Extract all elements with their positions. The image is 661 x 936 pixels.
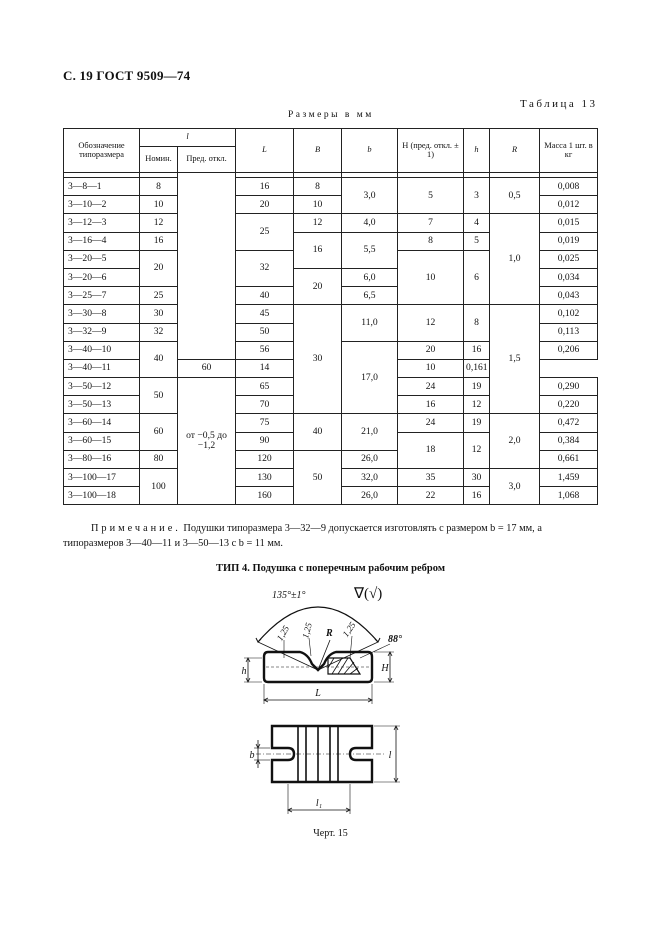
cell-mass: 0,019	[540, 232, 598, 250]
cell-L: 130	[236, 469, 294, 487]
header-b: b	[342, 129, 398, 173]
cell-nom: 30	[140, 305, 178, 323]
cell-L: 75	[236, 414, 294, 432]
cell-mass: 0,008	[540, 178, 598, 196]
header-designation: Обозначение типоразмера	[64, 129, 140, 173]
header-nom: Номин.	[140, 147, 178, 173]
cell-nom: 32	[140, 323, 178, 341]
cell-H: 12	[398, 305, 464, 341]
cell-b: 5,5	[342, 232, 398, 268]
cell-tol: от −0,5 до −1,2	[178, 378, 236, 505]
cell-nom: 10	[140, 196, 178, 214]
cell-h: 19	[464, 378, 490, 396]
note-text: Подушки типоразмера 3—32—9 допускается изготовлять с размером b = 17 мм, а типоразмеров 3—40—11 и 3—50—13 с b = 11 мм.	[63, 523, 542, 549]
cell-H: 8	[398, 232, 464, 250]
table-row: 3—8—1	[64, 178, 140, 196]
cell-nom: 40	[140, 341, 178, 377]
cell-L: 56	[236, 341, 294, 359]
chamfer-label-2: 1,25	[300, 621, 314, 640]
cell-nom: 12	[140, 214, 178, 232]
table-row: 3—30—8	[64, 305, 140, 323]
dimensions-table	[63, 128, 598, 505]
cell-nom: 25	[140, 287, 178, 305]
cell-mass: 1,459	[540, 469, 598, 487]
cell-H: 20	[398, 341, 464, 359]
cell-h: 5	[464, 232, 490, 250]
cell-h: 19	[464, 414, 490, 432]
table-subtitle: Размеры в мм	[288, 110, 374, 120]
table-row: 3—12—3	[64, 214, 140, 232]
table-row: 3—100—17	[64, 469, 140, 487]
cell-mass: 0,015	[540, 214, 598, 232]
cell-nom: 50	[140, 378, 178, 414]
cell-b: 26,0	[342, 450, 398, 468]
cell-mass: 0,043	[540, 287, 598, 305]
table-row: 3—40—10	[64, 341, 140, 359]
note-label: Примечание.	[91, 523, 181, 534]
header-H: H (пред. откл. ± 1)	[398, 129, 464, 173]
cell-h: 16	[464, 487, 490, 505]
cell-h: 3	[464, 178, 490, 214]
table-row: 3—50—12	[64, 378, 140, 396]
header-L: L	[236, 129, 294, 173]
cell-b: 6,5	[342, 287, 398, 305]
angle-88-label: 88°	[388, 634, 402, 645]
cell-mass: 0,012	[540, 196, 598, 214]
cell-b: 4,0	[342, 214, 398, 232]
cell-h: 4	[464, 214, 490, 232]
cell-H: 7	[398, 214, 464, 232]
cell-h: 16	[464, 341, 490, 359]
page-header: С. 19 ГОСТ 9509—74	[63, 68, 191, 83]
cell-h: 12	[464, 396, 490, 414]
cell-L: 120	[236, 450, 294, 468]
table-row: 3—25—7	[64, 287, 140, 305]
radius-label: R	[326, 628, 333, 639]
table-note	[63, 521, 603, 551]
cell-nom: 16	[140, 232, 178, 250]
table-row: 3—32—9	[64, 323, 140, 341]
cell-b: 26,0	[342, 487, 398, 505]
cell-mass: 0,034	[540, 268, 598, 286]
cell-b: 17,0	[342, 341, 398, 414]
cell-L: 160	[236, 487, 294, 505]
cell-L: 20	[236, 196, 294, 214]
table-row: 3—50—13	[64, 396, 140, 414]
cell-L: 25	[236, 214, 294, 250]
table-row: 3—16—4	[64, 232, 140, 250]
top-view	[254, 726, 400, 814]
cell-b: 32,0	[342, 469, 398, 487]
cell-R: 3,0	[490, 469, 540, 505]
cell-L: 32	[236, 250, 294, 286]
cell-mass: 0,661	[540, 450, 598, 468]
cell-B: 10	[294, 196, 342, 214]
header-tol: Пред. откл.	[178, 147, 236, 173]
type-title: ТИП 4. Подушка с поперечным рабочим ребром	[216, 563, 445, 574]
cell-mass: 1,068	[540, 487, 598, 505]
cell-b: 3,0	[342, 178, 398, 214]
header-h: h	[464, 129, 490, 173]
cell-B: 40	[294, 414, 342, 450]
cell-B: 8	[294, 178, 342, 196]
cell-h: 12	[464, 432, 490, 468]
cell-H: 24	[398, 414, 464, 432]
header-R: R	[490, 129, 540, 173]
dim-l-label: l	[388, 750, 392, 761]
technical-drawing	[200, 578, 410, 828]
cell-R: 0,5	[490, 178, 540, 214]
table-row: 3—20—6	[64, 268, 140, 286]
table-row: 3—20—5	[64, 250, 140, 268]
cell-R: 1,0	[490, 214, 540, 305]
cell-B: 20	[294, 268, 342, 304]
figure-caption: Черт. 15	[313, 828, 348, 839]
cell-h: 6	[464, 250, 490, 305]
cell-L: 40	[236, 287, 294, 305]
table-row: 3—100—18	[64, 487, 140, 505]
chamfer-label-3: 1,25	[340, 620, 358, 639]
header-B: B	[294, 129, 342, 173]
cell-B: 30	[294, 305, 342, 414]
cell-mass: 0,472	[540, 414, 598, 432]
cell-H: 24	[398, 378, 464, 396]
cell-H: 22	[398, 487, 464, 505]
cell-nom: 80	[140, 450, 178, 468]
cell-B: 16	[294, 232, 342, 268]
cell-nom: 8	[140, 178, 178, 196]
table-number: Таблица 13	[520, 98, 598, 110]
dim-l1-label: l₁	[315, 798, 323, 809]
cell-b: 21,0	[342, 414, 398, 450]
table-row: 3—80—16	[64, 450, 140, 468]
cell-mass: 0,161	[464, 359, 490, 377]
cell-R: 1,5	[490, 305, 540, 414]
header-mass: Масса 1 шт. в кг	[540, 129, 598, 173]
cell-mass: 0,025	[540, 250, 598, 268]
cell-L: 45	[236, 305, 294, 323]
header-l: l	[140, 129, 236, 147]
cell-mass: 0,113	[540, 323, 598, 341]
cell-L: 70	[236, 396, 294, 414]
table-row: 3—10—2	[64, 196, 140, 214]
cell-H: 18	[398, 432, 464, 468]
cell-nom: 100	[140, 469, 178, 505]
cell-h: 30	[464, 469, 490, 487]
cell-H: 16	[398, 396, 464, 414]
roughness-symbol: ∇(√)	[354, 586, 383, 602]
cell-B: 50	[294, 450, 342, 505]
cell-h: 10	[398, 359, 464, 377]
cell-H: 14	[236, 359, 294, 377]
table-row: 3—60—14	[64, 414, 140, 432]
cell-mass: 0,206	[540, 341, 598, 359]
cell-mass: 0,290	[540, 378, 598, 396]
cell-b: 11,0	[342, 305, 398, 341]
angle-label: 135°±1°	[272, 590, 306, 601]
cell-nom: 60	[140, 414, 178, 450]
cell-mass: 0,384	[540, 432, 598, 450]
cell-H: 5	[398, 178, 464, 214]
cell-H: 10	[398, 250, 464, 305]
dim-L-label: L	[315, 688, 321, 699]
cell-b: 6,0	[342, 268, 398, 286]
cell-mass: 0,220	[540, 396, 598, 414]
dim-H-label: H	[381, 663, 389, 674]
cell-mass: 0,102	[540, 305, 598, 323]
cell-nom: 20	[140, 250, 178, 286]
dim-b-label: b	[249, 750, 255, 761]
dim-h-label: h	[241, 666, 247, 677]
cell-H: 35	[398, 469, 464, 487]
cell-L: 90	[236, 432, 294, 450]
cell-L: 50	[236, 323, 294, 341]
cell-h: 8	[464, 305, 490, 341]
cell-L: 16	[236, 178, 294, 196]
cell-L: 60	[178, 359, 236, 377]
chamfer-label-1: 1,25	[274, 623, 292, 643]
cell-R: 2,0	[490, 414, 540, 469]
cell-L: 65	[236, 378, 294, 396]
table-row: 3—60—15	[64, 432, 140, 450]
table-row: 3—40—11	[64, 359, 140, 377]
cell-B: 12	[294, 214, 342, 232]
